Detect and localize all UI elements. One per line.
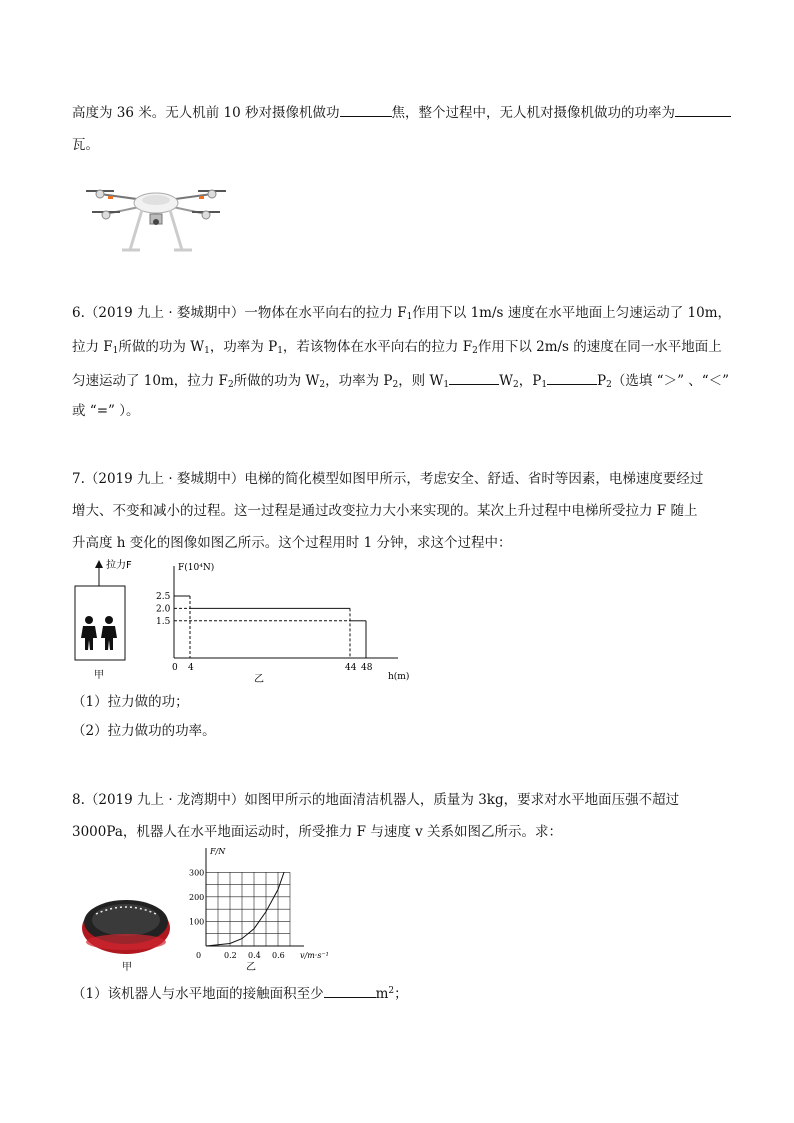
q6-text: ，功率为 P bbox=[209, 339, 278, 355]
q6-text: ，P bbox=[518, 373, 542, 389]
q8-text: m bbox=[375, 986, 389, 1002]
x-tick-label: 0.2 bbox=[224, 951, 237, 960]
y-axis-label: F/N bbox=[210, 847, 226, 856]
q6-text: 所做的功为 W bbox=[233, 373, 320, 389]
subscript: 1 bbox=[443, 380, 450, 390]
x-tick-label: 0.4 bbox=[248, 951, 261, 960]
superscript: 2 bbox=[388, 986, 395, 996]
subscript: 2 bbox=[319, 380, 326, 390]
q6-line3 bbox=[72, 370, 729, 395]
q6-text: 拉力 F bbox=[72, 339, 113, 355]
q8-line2: 3000Pa，机器人在水平地面运动时，所受推力 F 与速度 v 关系如图乙所示。求： bbox=[72, 824, 563, 840]
x-axis-label: h(m) bbox=[388, 672, 410, 682]
q6-text: 匀速运动了 10m，拉力 F bbox=[72, 373, 228, 389]
elevator-diagram bbox=[70, 558, 134, 684]
answer-blank[interactable] bbox=[547, 370, 597, 385]
q7-line3: 升高度 h 变化的图像如图乙所示。这个过程用时 1 分钟，求这个过程中： bbox=[72, 535, 512, 551]
figure-caption: 乙 bbox=[254, 674, 264, 685]
answer-blank[interactable] bbox=[324, 983, 376, 998]
q6-text: 所做的功为 W bbox=[118, 339, 205, 355]
q6-line4: 或 “=” ）。 bbox=[72, 403, 140, 419]
q6-text: 作用下以 1m/s 速度在水平地面上匀速运动了 10m， bbox=[412, 305, 732, 321]
subscript: 2 bbox=[606, 380, 612, 390]
subscript: 2 bbox=[512, 380, 519, 390]
figure-caption: 甲 bbox=[122, 962, 132, 973]
q5-line2: 瓦。 bbox=[72, 137, 99, 153]
y-tick-label: 200 bbox=[189, 892, 205, 902]
q7-sub1: （1）拉力做的功； bbox=[72, 694, 189, 710]
answer-blank[interactable] bbox=[675, 102, 731, 117]
force-label: 拉力F bbox=[106, 560, 132, 571]
subscript: 2 bbox=[392, 380, 399, 390]
q6-line1 bbox=[72, 303, 731, 327]
q6-text: ，功率为 P bbox=[325, 373, 393, 389]
figure-caption: 乙 bbox=[246, 962, 256, 973]
q7-sub2: （2）拉力做功的功率。 bbox=[72, 723, 216, 739]
figure-caption: 甲 bbox=[94, 670, 104, 681]
q5-text-b: 焦，整个过程中，无人机对摄像机做功的功率为 bbox=[391, 105, 676, 121]
q6-line2 bbox=[72, 337, 722, 361]
q6-text: P bbox=[597, 373, 607, 389]
y-tick-label: 100 bbox=[189, 917, 205, 927]
subscript: 1 bbox=[406, 312, 413, 322]
x-tick-label: 0.6 bbox=[272, 951, 285, 960]
q8-sub1 bbox=[72, 981, 408, 1004]
arrow-head-icon bbox=[95, 560, 103, 568]
subscript: 1 bbox=[541, 380, 548, 390]
drone-image bbox=[82, 170, 230, 260]
elevator-box bbox=[75, 586, 125, 660]
cleaning-robot-image bbox=[78, 880, 178, 974]
x-tick-label: 4 bbox=[188, 663, 194, 673]
x-tick-label: 44 bbox=[345, 663, 357, 673]
y-tick-label: 1.5 bbox=[156, 616, 171, 627]
y-tick-label: 2.0 bbox=[156, 604, 171, 615]
q7-line1: 7.（2019 九上 · 婺城期中）电梯的简化模型如图甲所示，考虑安全、舒适、省时等因素，电梯速度要经过 bbox=[72, 471, 704, 487]
q7-line2: 增大、不变和减小的过程。这一过程是通过改变拉力大小来实现的。某次上升过程中电梯所受拉力 F 随上 bbox=[72, 503, 698, 519]
subscript: 2 bbox=[227, 380, 234, 390]
subscript: 1 bbox=[277, 346, 283, 356]
q5-line1 bbox=[72, 102, 731, 123]
y-tick-label: 2.5 bbox=[156, 592, 171, 602]
x-tick-label: 0 bbox=[196, 951, 202, 960]
y-axis-label: F(10⁴N) bbox=[178, 563, 215, 573]
x-tick-label: 48 bbox=[361, 663, 373, 673]
y-tick-label: 300 bbox=[189, 868, 205, 878]
subscript: 1 bbox=[204, 346, 210, 356]
q6-text: ，则 W bbox=[398, 373, 444, 389]
x-axis-label: v/m·s⁻¹ bbox=[300, 951, 329, 960]
answer-blank[interactable] bbox=[340, 102, 392, 117]
force-height-chart bbox=[150, 558, 420, 688]
answer-blank[interactable] bbox=[449, 370, 499, 385]
subscript: 2 bbox=[472, 346, 478, 356]
q6-text: （选填 “＞” 、“＜” bbox=[611, 373, 730, 389]
q6-text: ，若该物体在水平向右的拉力 F bbox=[282, 339, 473, 355]
q8-line1: 8.（2019 九上 · 龙湾期中）如图甲所示的地面清洁机器人，质量为 3kg，要求对水平地面压强不超过 bbox=[72, 792, 680, 808]
q6-text: W bbox=[499, 373, 513, 389]
force-velocity-chart bbox=[184, 842, 334, 976]
people-icon bbox=[81, 616, 117, 650]
q8-text: （1）该机器人与水平地面的接触面积至少 bbox=[72, 986, 324, 1002]
subscript: 1 bbox=[112, 346, 119, 356]
x-tick-label: 0 bbox=[172, 663, 178, 673]
q6-text: 作用下以 2m/s 的速度在同一水平地面上 bbox=[477, 339, 722, 355]
q8-text: ； bbox=[394, 986, 408, 1002]
q6-text: 6.（2019 九上 · 婺城期中）一物体在水平向右的拉力 F bbox=[72, 305, 407, 321]
q5-text-a: 高度为 36 米。无人机前 10 秒对摄像机做功 bbox=[72, 105, 340, 121]
